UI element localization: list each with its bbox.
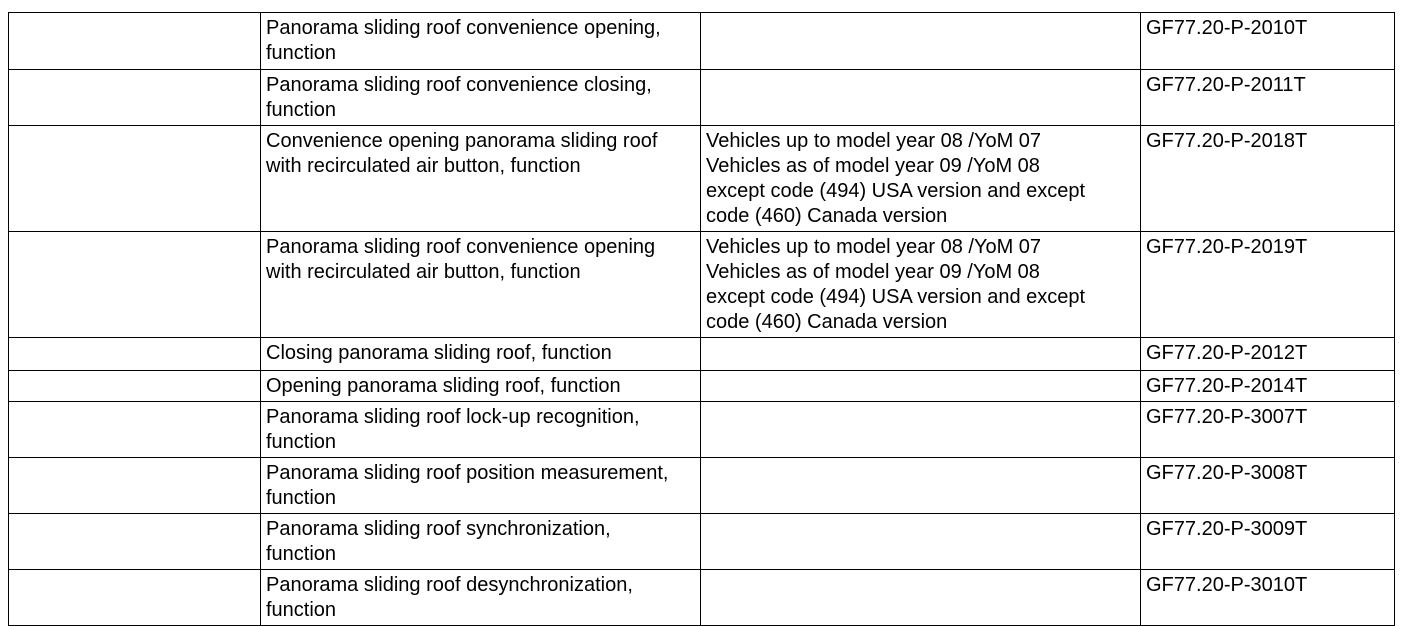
table-row	[9, 458, 1395, 514]
function-title-cell: Panorama sliding roof synchronization, function	[261, 514, 701, 570]
table-row	[9, 402, 1395, 458]
document-number-cell: GF77.20-P-3009T	[1141, 514, 1395, 570]
table-row	[9, 13, 1395, 70]
function-title-cell: Convenience opening panorama sliding roof with recirculated air button, function	[261, 126, 701, 232]
document-number-cell: GF77.20-P-2019T	[1141, 232, 1395, 338]
function-title-cell: Panorama sliding roof convenience closing, function	[261, 70, 701, 126]
table-row	[9, 70, 1395, 126]
blank-cell	[9, 514, 261, 570]
blank-cell	[9, 126, 261, 232]
blank-cell	[9, 458, 261, 514]
document-number-cell: GF77.20-P-3007T	[1141, 402, 1395, 458]
blank-cell	[9, 13, 261, 70]
document-number-cell: GF77.20-P-2018T	[1141, 126, 1395, 232]
document-number-cell: GF77.20-P-3010T	[1141, 570, 1395, 626]
table-row	[9, 514, 1395, 570]
table-row	[9, 338, 1395, 371]
table-row	[9, 371, 1395, 402]
blank-cell	[9, 70, 261, 126]
table-row	[9, 232, 1395, 338]
function-reference-table	[8, 12, 1395, 626]
blank-cell	[9, 570, 261, 626]
function-title-cell: Closing panorama sliding roof, function	[261, 338, 701, 371]
condition-cell	[701, 570, 1141, 626]
table-row	[9, 126, 1395, 232]
blank-cell	[9, 402, 261, 458]
condition-cell	[701, 402, 1141, 458]
condition-cell	[701, 371, 1141, 402]
function-title-cell: Panorama sliding roof position measurement, function	[261, 458, 701, 514]
document-number-cell: GF77.20-P-2011T	[1141, 70, 1395, 126]
table-row	[9, 570, 1395, 626]
blank-cell	[9, 371, 261, 402]
condition-cell	[701, 338, 1141, 371]
function-title-cell: Panorama sliding roof convenience opening, function	[261, 13, 701, 70]
condition-cell	[701, 458, 1141, 514]
condition-cell: Vehicles up to model year 08 /YoM 07 Vehicles as of model year 09 /YoM 08 except code (494) USA version and except code (460) Canada version	[701, 126, 1141, 232]
function-title-cell: Panorama sliding roof desynchronization, function	[261, 570, 701, 626]
function-title-cell: Panorama sliding roof lock-up recognition, function	[261, 402, 701, 458]
document-number-cell: GF77.20-P-2014T	[1141, 371, 1395, 402]
blank-cell	[9, 338, 261, 371]
document-number-cell: GF77.20-P-2010T	[1141, 13, 1395, 70]
function-title-cell: Opening panorama sliding roof, function	[261, 371, 701, 402]
document-number-cell: GF77.20-P-3008T	[1141, 458, 1395, 514]
condition-cell: Vehicles up to model year 08 /YoM 07 Vehicles as of model year 09 /YoM 08 except code (494) USA version and except code (460) Canada version	[701, 232, 1141, 338]
condition-cell	[701, 70, 1141, 126]
condition-cell	[701, 514, 1141, 570]
document-number-cell: GF77.20-P-2012T	[1141, 338, 1395, 371]
function-title-cell: Panorama sliding roof convenience opening with recirculated air button, function	[261, 232, 701, 338]
blank-cell	[9, 232, 261, 338]
condition-cell	[701, 13, 1141, 70]
